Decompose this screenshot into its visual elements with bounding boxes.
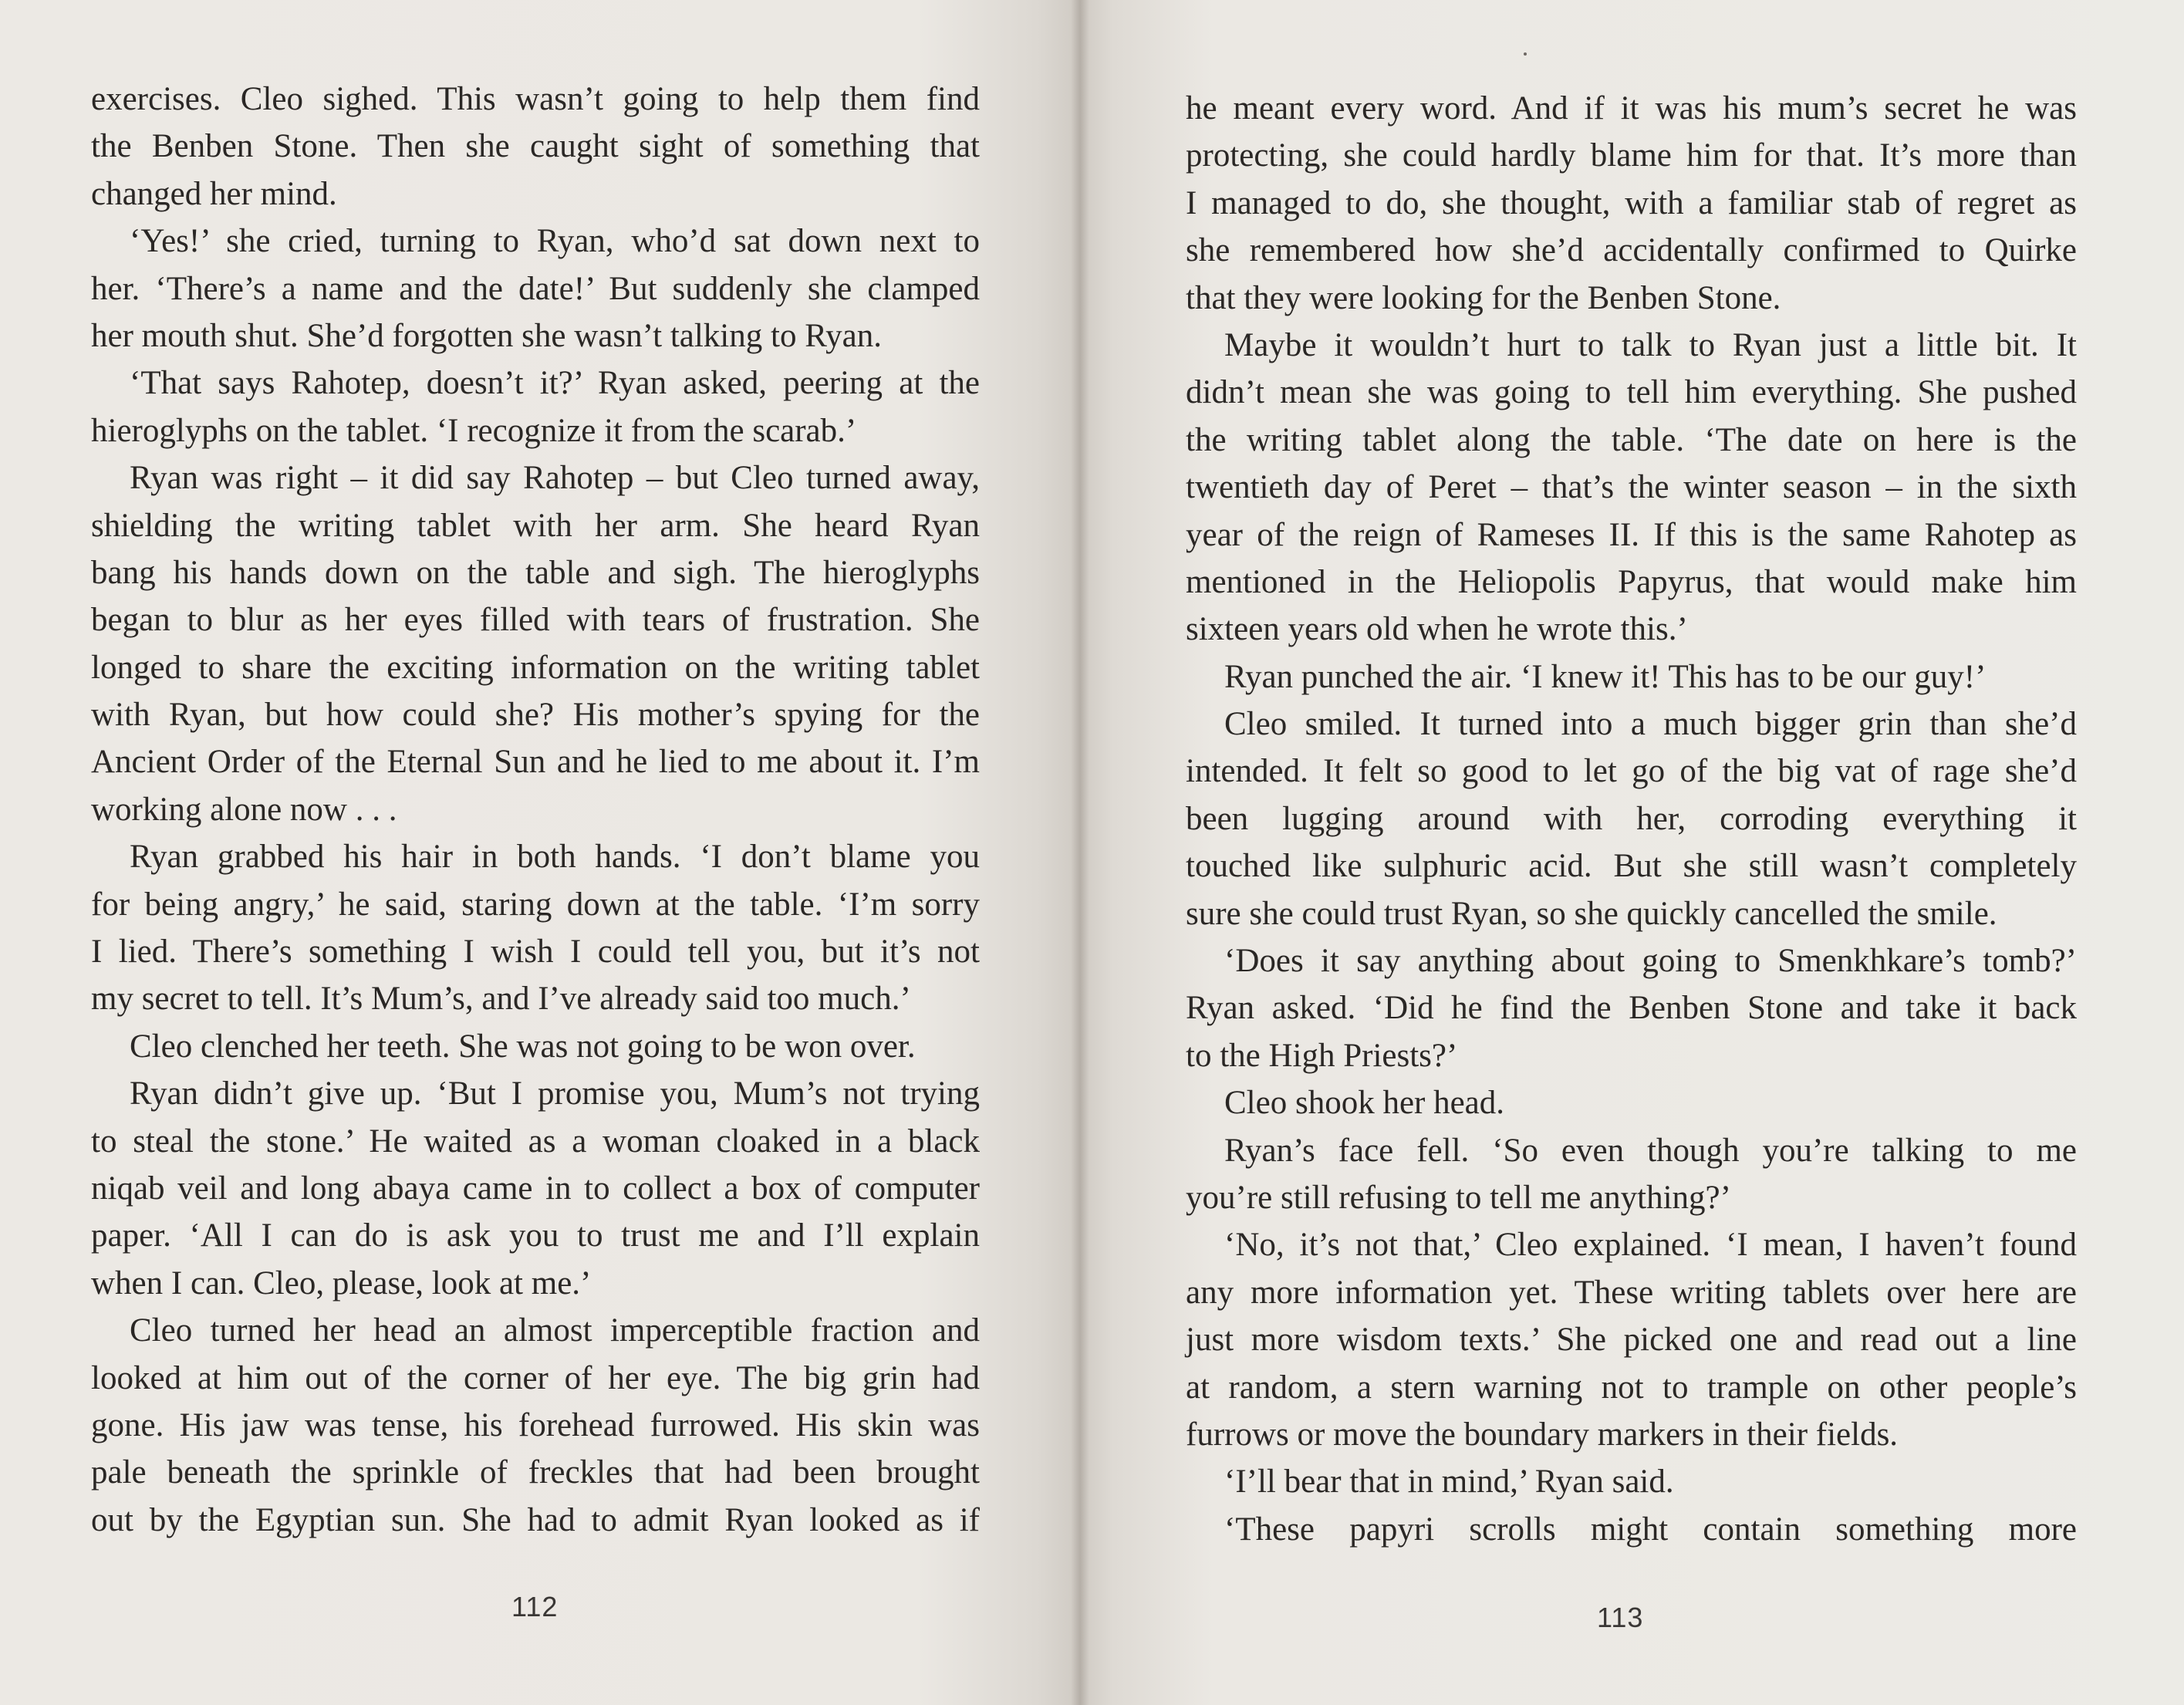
text-line: Cleo clenched her teeth. She was not going to be won over. [130,1028,916,1065]
text-line: Ryan grabbed his hair in both hands. ‘I don’t blame you [130,839,980,876]
text-line: he meant every word. And if it was his mum’s secret he was [1186,90,2077,127]
text-line: I managed to do, she thought, with a familiar stab of regret as [1186,184,2077,221]
text-line: ‘That says Rahotep, doesn’t it?’ Ryan asked, peering at the [130,365,980,402]
left-page [0,0,1080,1705]
text-line: to steal the stone.’ He waited as a woman cloaked in a black [91,1123,980,1160]
text-line: paper. ‘All I can do is ask you to trust me and I’ll explain [91,1217,980,1254]
text-line: her mouth shut. She’d forgotten she wasn’t talking to Ryan. [91,317,882,354]
text-line: to the High Priests?’ [1186,1037,1458,1074]
text-line: mentioned in the Heliopolis Papyrus, that would make him [1186,563,2077,600]
text-line: ‘These papyri scrolls might contain something more [1224,1511,2077,1548]
text-line: any more information yet. These writing tablets over here are [1186,1274,2077,1311]
text-line: pale beneath the sprinkle of freckles that had been brought [91,1454,980,1491]
text-line: gone. His jaw was tense, his forehead furrowed. His skin was [91,1406,980,1443]
text-line: Maybe it wouldn’t hurt to talk to Ryan just a little bit. It [1224,326,2077,363]
right-page [1080,0,2184,1705]
text-line: Cleo turned her head an almost imperceptible fraction and [130,1312,980,1349]
text-line: Cleo shook her head. [1224,1085,1505,1122]
text-line: Ryan asked. ‘Did he find the Benben Stone and take it back [1186,990,2077,1027]
text-line: ‘Does it say anything about going to Smenkhkare’s tomb?’ [1224,943,2077,980]
text-line: furrows or move the boundary markers in their fields. [1186,1416,1899,1453]
text-line: Ancient Order of the Eternal Sun and he lied to me about it. I’m [91,744,980,781]
text-line: my secret to tell. It’s Mum’s, and I’ve already said too much.’ [91,981,911,1018]
text-line: began to blur as her eyes filled with tears of frustration. She [91,602,980,639]
text-line: Ryan’s face fell. ‘So even though you’re talking to me [1224,1132,2077,1169]
right-page-text [1186,85,2077,1553]
text-line: with Ryan, but how could she? His mother’s spying for the [91,697,980,734]
text-line: you’re still refusing to tell me anything?’ [1186,1179,1731,1216]
text-line: didn’t mean she was going to tell him everything. She pushed [1186,374,2077,411]
left-page-text [91,76,980,1544]
text-line: shielding the writing tablet with her arm. She heard Ryan [91,507,980,544]
text-line: at random, a stern warning not to trample on other people’s [1186,1369,2077,1406]
text-line: ‘No, it’s not that,’ Cleo explained. ‘I mean, I haven’t found [1224,1227,2077,1264]
text-line: Ryan punched the air. ‘I knew it! This has to be our guy!’ [1224,658,1987,695]
text-line: ‘I’ll bear that in mind,’ Ryan said. [1224,1464,1674,1501]
text-line: ‘Yes!’ she cried, turning to Ryan, who’d sat down next to [130,223,980,260]
paper-speck [1524,52,1527,56]
text-line: bang his hands down on the table and sigh. The hieroglyphs [91,554,980,591]
text-line: working alone now . . . [91,791,397,828]
text-line: protecting, she could hardly blame him for that. It’s more than [1186,137,2077,174]
text-line: year of the reign of Rameses II. If this is the same Rahotep as [1186,516,2077,553]
text-line: the Benben Stone. Then she caught sight of something that [91,128,980,165]
text-line: intended. It felt so good to let go of the big vat of rage she’d [1186,753,2077,790]
text-line: Cleo smiled. It turned into a much bigger grin than she’d [1224,706,2077,743]
right-page-number: 113 [1597,1602,1644,1633]
text-line: for being angry,’ he said, staring down at the table. ‘I’m sorry [91,886,980,923]
left-page-number: 112 [511,1591,559,1622]
text-line: hieroglyphs on the tablet. ‘I recognize it from the scarab.’ [91,412,857,449]
text-line: sure she could trust Ryan, so she quickly cancelled the smile. [1186,895,1997,932]
book-gutter [1071,0,1089,1705]
text-line: out by the Egyptian sun. She had to admit Ryan looked as if [91,1501,980,1538]
text-line: exercises. Cleo sighed. This wasn’t going to help them find [91,81,980,117]
text-line: sixteen years old when he wrote this.’ [1186,611,1688,648]
text-line: changed her mind. [91,175,337,212]
text-line: her. ‘There’s a name and the date!’ But suddenly she clamped [91,270,980,307]
text-line: just more wisdom texts.’ She picked one and read out a line [1186,1322,2077,1359]
text-line: I lied. There’s something I wish I could tell you, but it’s not [91,934,980,971]
text-line: touched like sulphuric acid. But she still wasn’t completely [1186,848,2077,885]
text-line: longed to share the exciting information on the writing tablet [91,649,980,686]
text-line: she remembered how she’d accidentally confirmed to Quirke [1186,232,2077,269]
text-line: niqab veil and long abaya came in to collect a box of computer [91,1170,980,1207]
text-line: looked at him out of the corner of her eye. The big grin had [91,1359,980,1396]
text-line: Ryan didn’t give up. ‘But I promise you, Mum’s not trying [130,1075,980,1112]
text-line: when I can. Cleo, please, look at me.’ [91,1264,592,1302]
text-line: that they were looking for the Benben Stone. [1186,279,1781,316]
text-line: been lugging around with her, corroding everything it [1186,800,2077,837]
text-line: Ryan was right – it did say Rahotep – but Cleo turned away, [130,460,980,497]
text-line: the writing tablet along the table. ‘The date on here is the [1186,421,2077,458]
text-line: twentieth day of Peret – that’s the winter season – in the sixth [1186,469,2077,506]
